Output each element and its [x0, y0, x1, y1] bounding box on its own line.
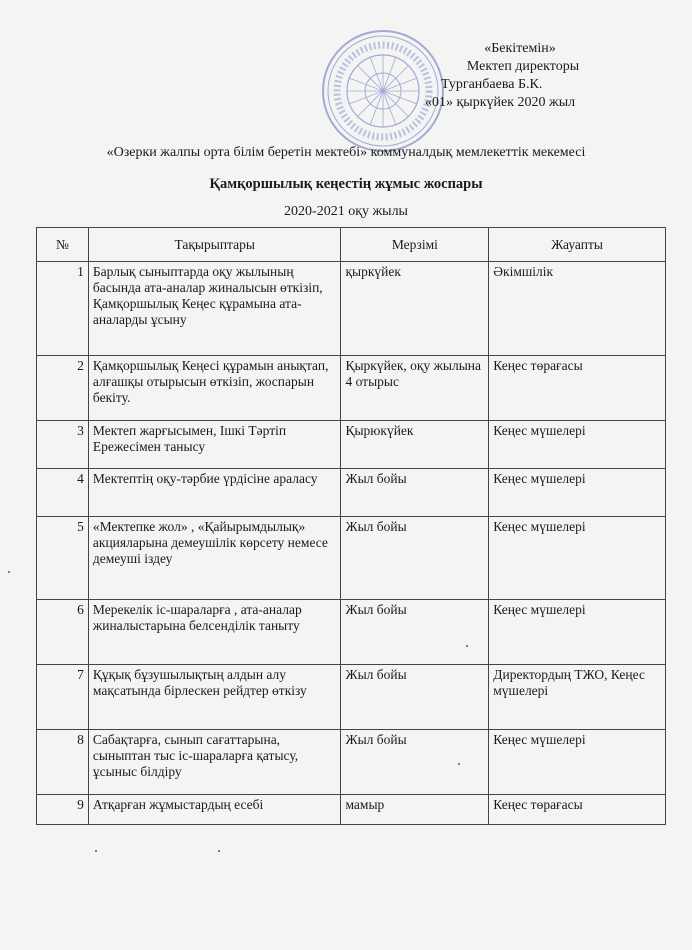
approval-signatory: Турганбаева Б.К.: [441, 77, 543, 92]
table-row: [37, 665, 666, 730]
row-responsible: Кеңес төрағасы: [489, 795, 666, 825]
row-responsible: Кеңес мүшелері: [489, 517, 666, 600]
scan-speck: [458, 763, 460, 765]
organization-name: «Озерки жалпы орта білім беретін мектебі» коммуналдық мемлекеттік мекемесі: [106, 145, 586, 160]
row-topic: Мектептің оқу-тәрбие үрдісіне араласу: [88, 469, 341, 517]
row-topic: Қамқоршылық Кеңесі құрамын анықтап, алғашқы отырысын өткізіп, жоспарын бекіту.: [88, 356, 341, 421]
row-number: 4: [37, 469, 89, 517]
approval-heading: «Бекітемін»: [484, 41, 556, 56]
row-term: қыркүйек: [341, 262, 489, 356]
plan-table: [36, 227, 666, 825]
document-title: Қамқоршылық кеңестің жұмыс жоспары: [209, 176, 483, 192]
row-term: Жыл бойы: [341, 730, 489, 795]
row-topic: Мерекелік іс-шараларға , ата-аналар жиналыстарына белсенділік таныту: [88, 600, 341, 665]
row-topic: Барлық сыныптарда оқу жылының басында ата-аналар жиналысын өткізіп, Қамқоршылық Кеңес құрамына ата-аналарды ұсыну: [88, 262, 341, 356]
approval-position: Мектеп директоры: [466, 59, 580, 74]
table-header-row: [37, 228, 666, 262]
row-responsible: Кеңес мүшелері: [489, 730, 666, 795]
row-term: Жыл бойы: [341, 600, 489, 665]
row-responsible: Кеңес мүшелері: [489, 600, 666, 665]
table-row: [37, 421, 666, 469]
row-number: 6: [37, 600, 89, 665]
table-row: [37, 262, 666, 356]
header-term: Мерзімі: [341, 228, 489, 262]
row-responsible: Әкімшілік: [489, 262, 666, 356]
row-topic: Мектеп жарғысымен, Ішкі Тәртіп Ережесімен танысу: [88, 421, 341, 469]
row-responsible: Кеңес төрағасы: [489, 356, 666, 421]
table-row: [37, 356, 666, 421]
scan-speck: [218, 850, 220, 852]
row-number: 7: [37, 665, 89, 730]
table-row: [37, 517, 666, 600]
row-number: 1: [37, 262, 89, 356]
row-topic: Сабақтарға, сынып сағаттарына, сыныптан тыс іс-шараларға қатысу, ұсыныс білдіру: [88, 730, 341, 795]
row-number: 9: [37, 795, 89, 825]
approval-block: [425, 40, 615, 112]
row-number: 3: [37, 421, 89, 469]
row-number: 2: [37, 356, 89, 421]
row-term: Жыл бойы: [341, 469, 489, 517]
row-topic: Атқарған жұмыстардың есебі: [88, 795, 341, 825]
row-number: 5: [37, 517, 89, 600]
row-term: Қыркүйек, оқу жылына 4 отырыс: [341, 356, 489, 421]
row-responsible: Кеңес мүшелері: [489, 469, 666, 517]
header-topics: Тақырыптары: [88, 228, 341, 262]
row-topic: «Мектепке жол» , «Қайырымдылық» акцияларына демеушілік көрсету немесе демеуші іздеу: [88, 517, 341, 600]
row-term: Жыл бойы: [341, 665, 489, 730]
row-term: мамыр: [341, 795, 489, 825]
row-responsible: Директордың ТЖО, Кеңес мүшелері: [489, 665, 666, 730]
header-responsible: Жауапты: [489, 228, 666, 262]
academic-year: 2020-2021 оқу жылы: [284, 204, 408, 219]
scan-speck: [8, 571, 10, 573]
table-row: [37, 469, 666, 517]
scan-speck: [466, 645, 468, 647]
table-row: [37, 795, 666, 825]
table-row: [37, 600, 666, 665]
row-number: 8: [37, 730, 89, 795]
scan-speck: [95, 850, 97, 852]
row-term: Жыл бойы: [341, 517, 489, 600]
table-row: [37, 730, 666, 795]
row-responsible: Кеңес мүшелері: [489, 421, 666, 469]
row-term: Қырюкүйек: [341, 421, 489, 469]
row-topic: Құқық бұзушылықтың алдын алу мақсатында бірлескен рейдтер өткізу: [88, 665, 341, 730]
approval-date: «01» қыркүйек 2020 жыл: [425, 95, 576, 110]
header-number: №: [37, 228, 89, 262]
